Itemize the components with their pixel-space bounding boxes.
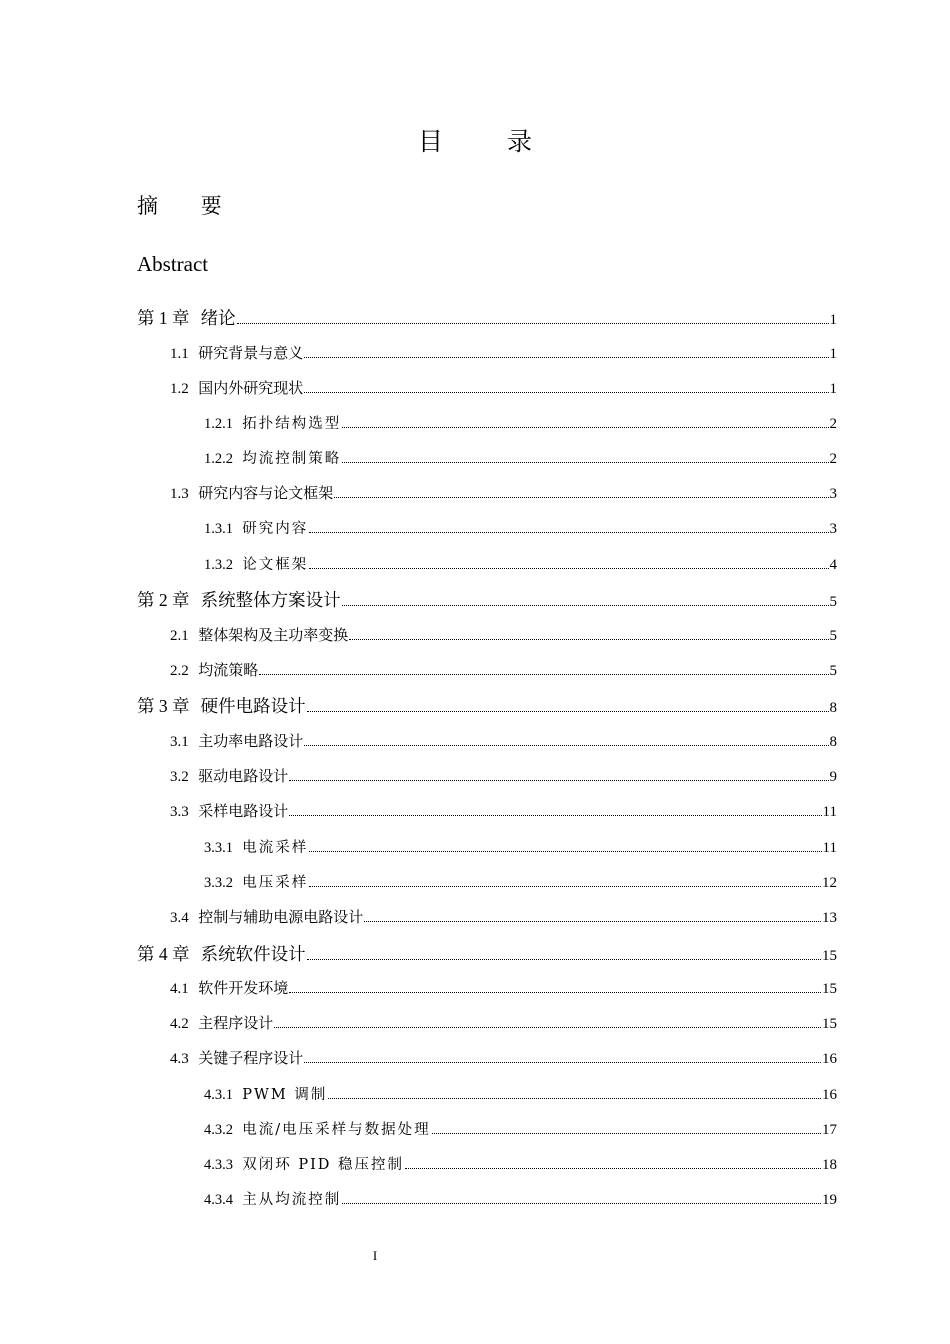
toc-leader-dots <box>289 780 828 781</box>
toc-leader-dots <box>304 392 828 393</box>
toc-leader-dots <box>309 532 828 533</box>
toc-entry-2-1[interactable]: 2.1 整体架构及主功率变换 5 <box>170 626 837 644</box>
toc-entry-1-3[interactable]: 1.3 研究内容与论文框架 3 <box>170 484 837 502</box>
toc-leader-dots <box>304 357 828 358</box>
page-footer-number: I <box>372 1248 378 1263</box>
toc-leader-dots <box>364 921 821 922</box>
toc-entry-2-2[interactable]: 2.2 均流策略 5 <box>170 661 837 679</box>
toc-entry-chapter-2[interactable]: 第 2 章 系统整体方案设计 5 <box>137 590 837 611</box>
toc-page-number: 17 <box>822 1122 837 1138</box>
toc-entry-4-3-4[interactable]: 4.3.4 主从均流控制 19 <box>204 1192 837 1208</box>
toc-entry-3-3-2[interactable]: 3.3.2 电压采样 12 <box>204 875 837 891</box>
toc-leader-dots <box>307 711 829 712</box>
toc-front-abstract[interactable]: Abstract <box>137 252 209 276</box>
toc-leader-dots <box>309 568 828 569</box>
toc-page-number: 5 <box>829 663 837 679</box>
toc-page-number: 11 <box>822 840 837 856</box>
toc-entry-3-4[interactable]: 3.4 控制与辅助电源电路设计 13 <box>170 908 837 926</box>
toc-entry-1-2-2[interactable]: 1.2.2 均流控制策略 2 <box>204 451 837 467</box>
toc-entry-1-2-1[interactable]: 1.2.1 拓扑结构选型 2 <box>204 416 837 432</box>
toc-page-number: 1 <box>829 312 837 328</box>
toc-entry-1-2[interactable]: 1.2 国内外研究现状 1 <box>170 379 837 397</box>
toc-entry-3-1[interactable]: 3.1 主功率电路设计 8 <box>170 732 837 750</box>
toc-page-number: 4 <box>829 557 837 573</box>
toc-entry-4-3-1[interactable]: 4.3.1 PWM 调制 16 <box>204 1087 837 1103</box>
toc-leader-dots <box>349 639 828 640</box>
toc-entry-chapter-3[interactable]: 第 3 章 硬件电路设计 8 <box>137 696 837 717</box>
toc-leader-dots <box>309 886 821 887</box>
toc-leader-dots <box>259 674 828 675</box>
toc-page-number: 8 <box>829 700 837 716</box>
toc-entry-4-3-2[interactable]: 4.3.2 电流/电压采样与数据处理 17 <box>204 1122 837 1138</box>
toc-entry-3-3[interactable]: 3.3 采样电路设计 11 <box>170 802 837 820</box>
toc-page-number: 13 <box>822 910 837 926</box>
toc-entry-4-3-3[interactable]: 4.3.3 双闭环 PID 稳压控制 18 <box>204 1157 837 1173</box>
toc-leader-dots <box>304 745 828 746</box>
toc-page-number: 9 <box>829 769 837 785</box>
toc-page-number: 2 <box>829 451 837 467</box>
toc-title: 目 录 <box>418 127 560 156</box>
toc-page-number: 16 <box>822 1087 837 1103</box>
toc-leader-dots <box>304 1062 821 1063</box>
toc-leader-dots <box>334 497 828 498</box>
toc-page-number: 11 <box>822 804 837 820</box>
toc-page-number: 1 <box>829 381 837 397</box>
toc-entry-4-3[interactable]: 4.3 关键子程序设计 16 <box>170 1049 837 1067</box>
toc-leader-dots <box>432 1133 821 1134</box>
toc-leader-dots <box>328 1098 821 1099</box>
toc-leader-dots <box>309 851 821 852</box>
toc-entry-4-2[interactable]: 4.2 主程序设计 15 <box>170 1014 837 1032</box>
toc-page-number: 3 <box>829 521 837 537</box>
toc-page-number: 16 <box>822 1051 837 1067</box>
toc-entry-3-3-1[interactable]: 3.3.1 电流采样 11 <box>204 840 837 856</box>
toc-entry-1-3-2[interactable]: 1.3.2 论文框架 4 <box>204 557 837 573</box>
toc-page-number: 5 <box>829 594 837 610</box>
toc-leader-dots <box>405 1168 821 1169</box>
toc-leader-dots <box>237 323 829 324</box>
toc-entry-1-1[interactable]: 1.1 研究背景与意义 1 <box>170 344 837 362</box>
toc-page-number: 2 <box>829 416 837 432</box>
toc-leader-dots <box>274 1027 821 1028</box>
toc-leader-dots <box>289 815 821 816</box>
toc-page-number: 3 <box>829 486 837 502</box>
toc-entry-chapter-4[interactable]: 第 4 章 系统软件设计 15 <box>137 944 837 965</box>
toc-page-number: 19 <box>822 1192 837 1208</box>
toc-page-number: 5 <box>829 628 837 644</box>
toc-page-number: 15 <box>822 1016 837 1032</box>
toc-page-number: 1 <box>829 346 837 362</box>
toc-page-number: 15 <box>822 981 837 997</box>
toc-front-zhaiyao[interactable]: 摘 要 <box>137 194 240 218</box>
toc-page-number: 18 <box>822 1157 837 1173</box>
toc-leader-dots <box>342 462 828 463</box>
toc-leader-dots <box>342 427 828 428</box>
toc-entry-4-1[interactable]: 4.1 软件开发环境 15 <box>170 979 837 997</box>
toc-entry-3-2[interactable]: 3.2 驱动电路设计 9 <box>170 767 837 785</box>
toc-leader-dots <box>342 605 829 606</box>
toc-entry-1-3-1[interactable]: 1.3.1 研究内容 3 <box>204 521 837 537</box>
toc-leader-dots <box>342 1203 821 1204</box>
toc-page-number: 15 <box>822 948 837 964</box>
toc-entry-chapter-1[interactable]: 第 1 章 绪论 1 <box>137 308 837 329</box>
toc-leader-dots <box>307 959 821 960</box>
toc-leader-dots <box>289 992 821 993</box>
toc-page-number: 12 <box>822 875 837 891</box>
toc-page-number: 8 <box>829 734 837 750</box>
